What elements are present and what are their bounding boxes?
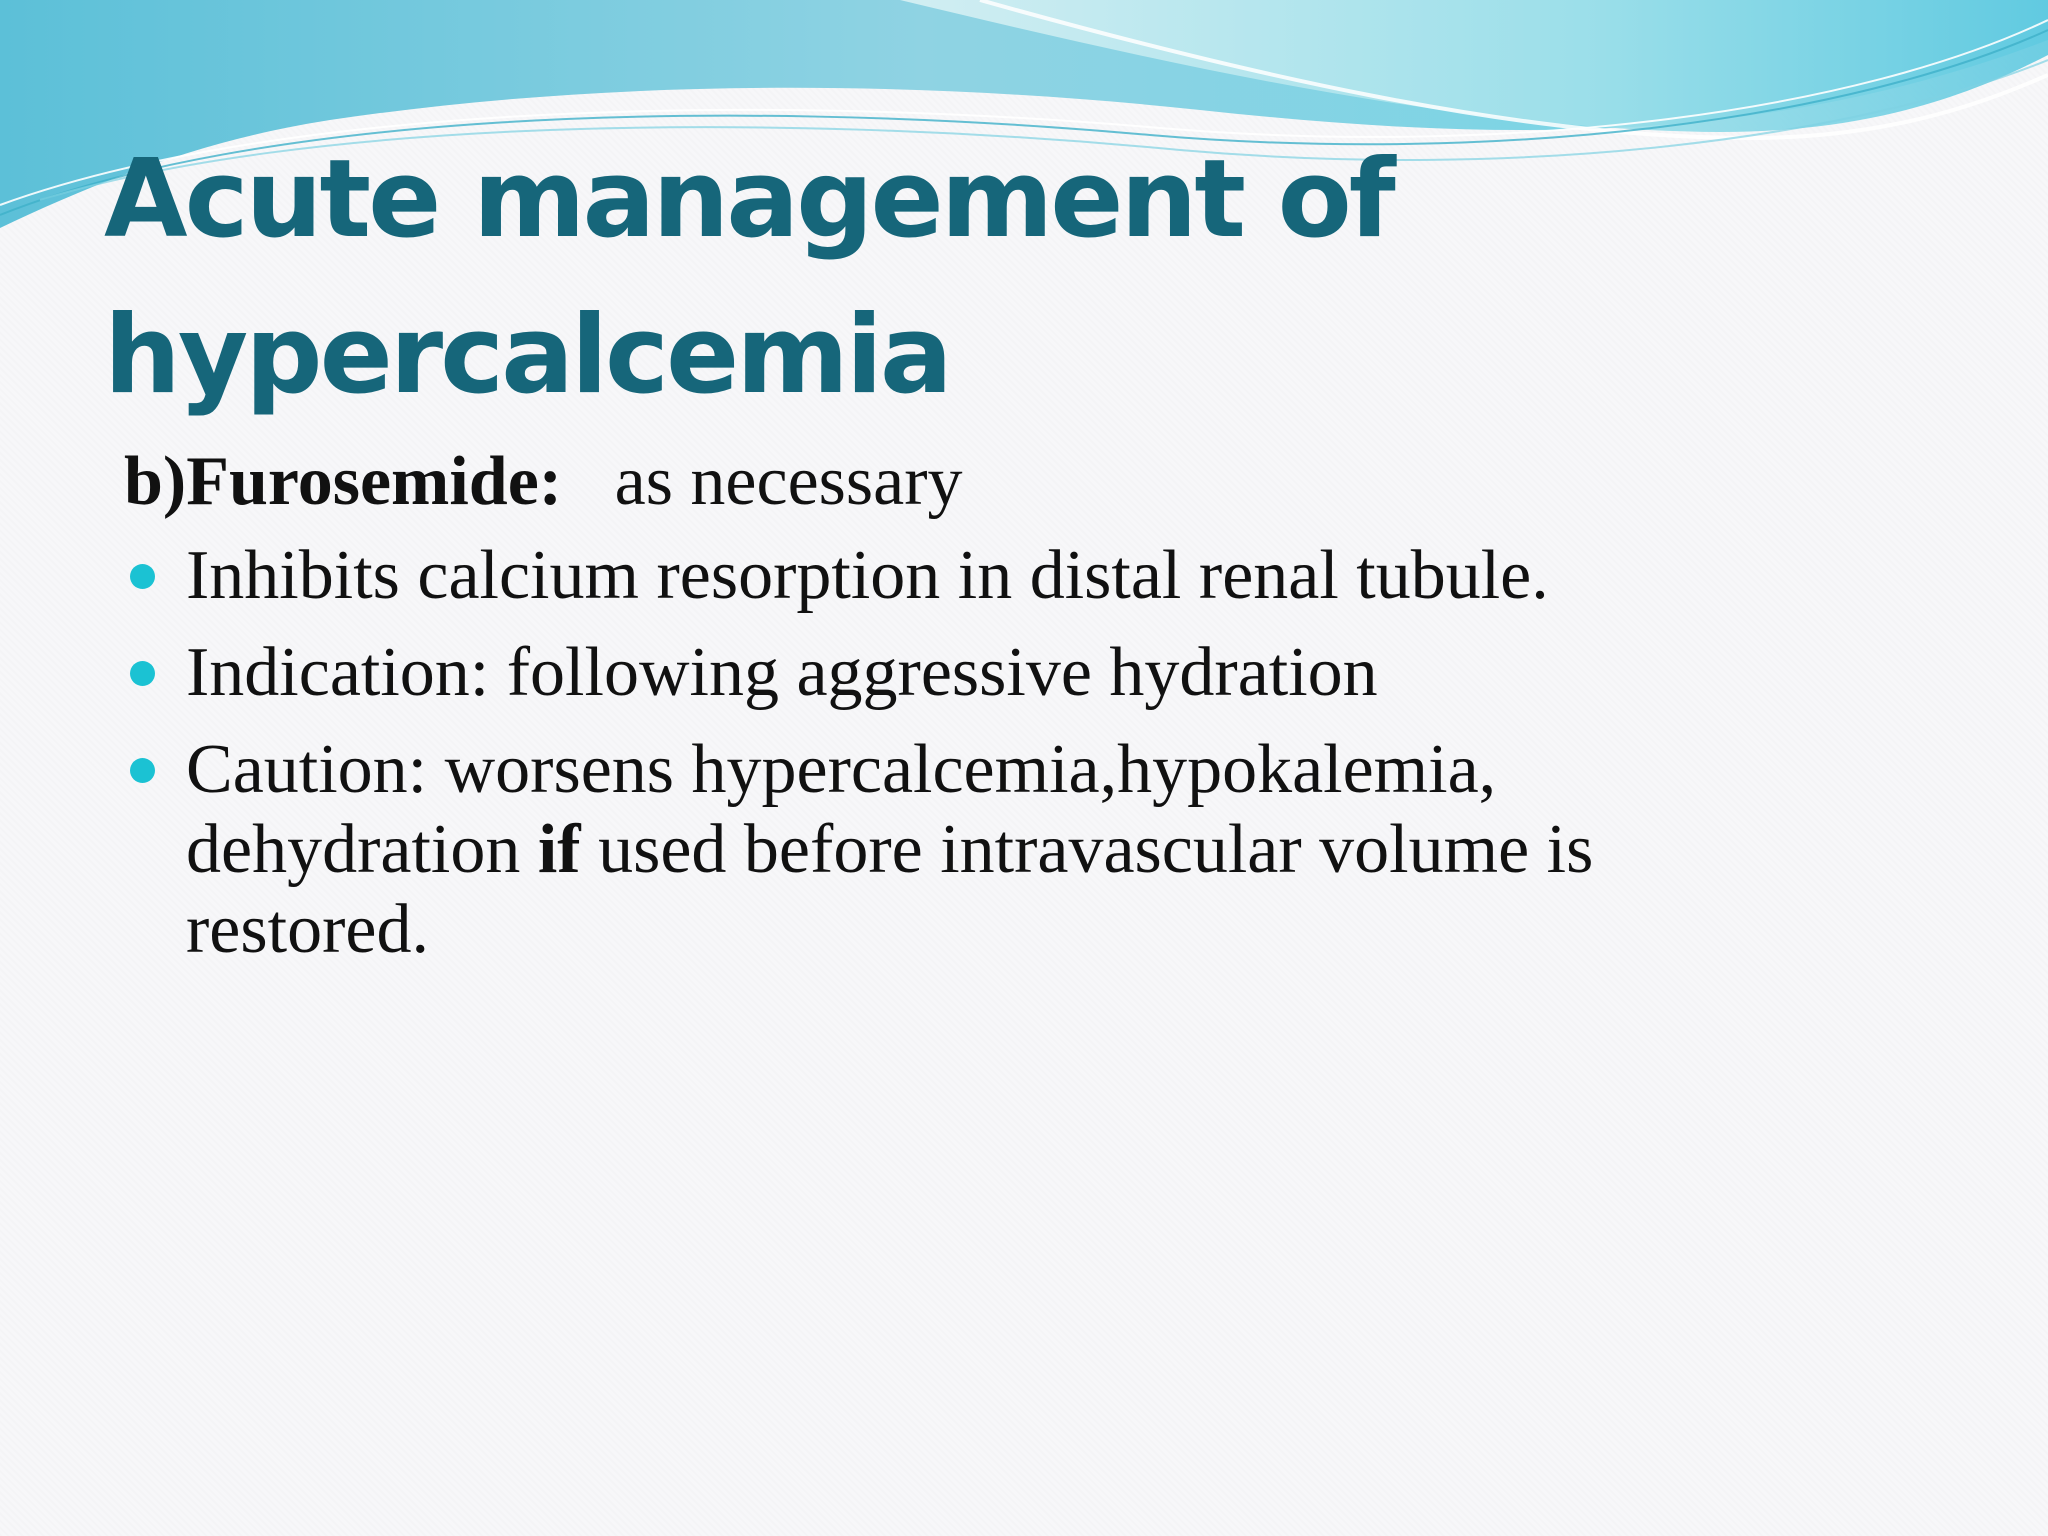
- bullet-dot-icon: [130, 564, 155, 589]
- slide-title-line-2: hypercalcemia: [104, 293, 950, 418]
- subheading-spacer: [580, 443, 615, 520]
- drug-subheading: [124, 440, 2004, 524]
- caution-emphasis: if: [537, 811, 581, 888]
- bullet-item-indication: [124, 633, 2004, 713]
- slide-body: [124, 440, 2004, 987]
- bullet-item-mechanism: [124, 536, 2004, 616]
- bullet-text-line-3: restored.: [186, 891, 429, 968]
- bullet-item-caution: [124, 730, 2004, 970]
- bullet-text-line-1: Caution: worsens hypercalcemia,hypokalemia,: [186, 731, 1497, 808]
- caution-text-before: dehydration: [186, 811, 538, 888]
- bullet-dot-icon: [130, 758, 155, 783]
- bullet-dot-icon: [130, 661, 155, 686]
- slide-title-line-1: Acute management of: [104, 137, 1393, 262]
- bullet-list: [124, 536, 2004, 970]
- slide-title: [104, 122, 1904, 434]
- bullet-text: Inhibits calcium resorption in distal renal tubule.: [186, 537, 1549, 614]
- drug-usage: as necessary: [614, 443, 963, 520]
- caution-text-after: used before intravascular volume is: [580, 811, 1594, 888]
- drug-name: b)Furosemide:: [124, 443, 563, 520]
- bullet-text: Indication: following aggressive hydration: [186, 634, 1378, 711]
- bullet-text-line-2: [186, 810, 2004, 890]
